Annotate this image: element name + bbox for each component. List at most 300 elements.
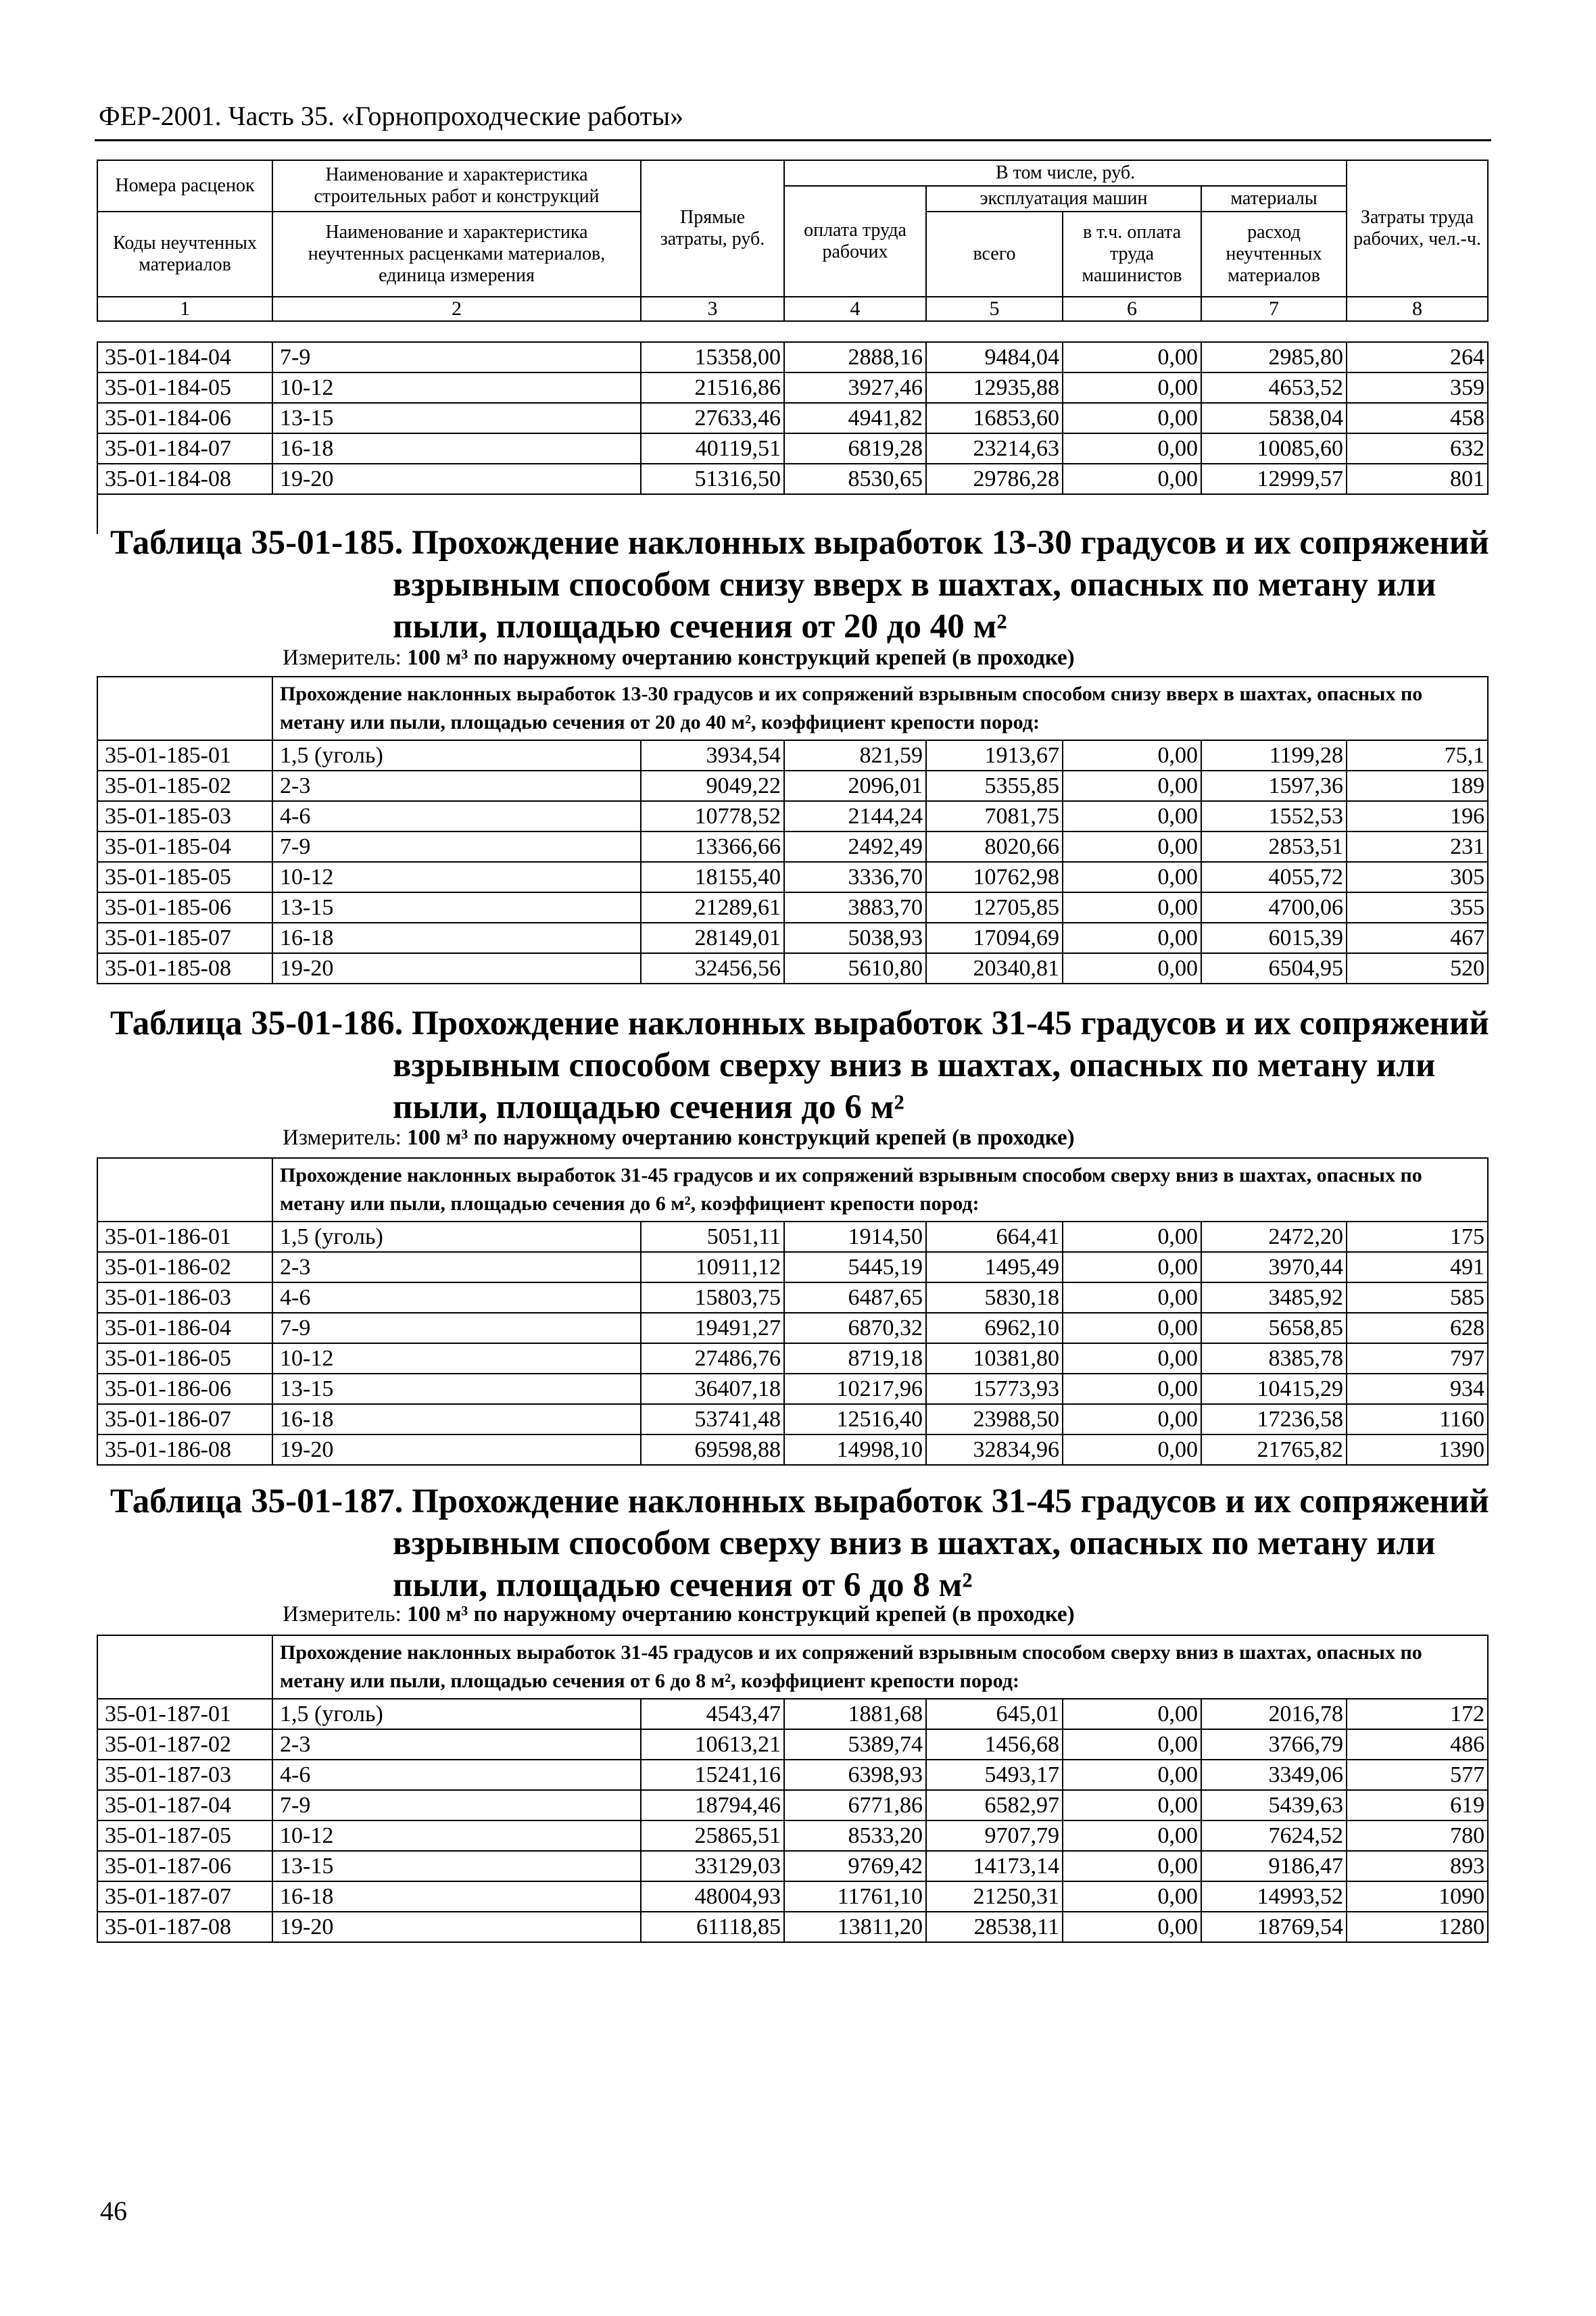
materials-cell: 3485,92 [1201, 1282, 1347, 1313]
worker-pay-cell: 3883,70 [784, 892, 926, 923]
machinist-pay-cell: 0,00 [1063, 1760, 1201, 1790]
column-number: 3 [641, 297, 784, 321]
table-title-187 [110, 1480, 1489, 1606]
table-35-01-184 [97, 341, 1489, 495]
labor-cell: 632 [1347, 433, 1488, 464]
machinist-pay-cell: 0,00 [1063, 1851, 1201, 1881]
table-row [97, 1760, 1488, 1790]
table-title-185 [110, 522, 1489, 648]
table-row [97, 1222, 1488, 1252]
direct-cost-cell: 10613,21 [641, 1729, 784, 1760]
col-labor-header: Затраты труда рабочих, чел.-ч. [1347, 160, 1488, 297]
labor-cell: 585 [1347, 1282, 1488, 1313]
machinist-pay-cell: 0,00 [1063, 923, 1201, 953]
table-row [97, 1729, 1488, 1760]
machines-total-cell: 1456,68 [926, 1729, 1063, 1760]
measure-unit-value: 100 м³ по наружному очертанию конструкций крепей (в проходке) [407, 1602, 1075, 1626]
materials-cell: 2016,78 [1201, 1699, 1347, 1729]
machines-total-cell: 10381,80 [926, 1343, 1063, 1374]
table-title-line: Таблица 35-01-186. Прохождение наклонных выработок 31-45 градусов и их сопряжений [110, 1005, 1489, 1042]
work-name-cell: 1,5 (уголь) [272, 1699, 641, 1729]
direct-cost-cell: 25865,51 [641, 1820, 784, 1851]
direct-cost-cell: 19491,27 [641, 1313, 784, 1343]
work-name-cell: 13-15 [272, 1374, 641, 1404]
description-blank-cell [97, 1635, 272, 1699]
labor-cell: 355 [1347, 892, 1488, 923]
materials-cell: 18769,54 [1201, 1912, 1347, 1942]
table-row [97, 1820, 1488, 1851]
table-row [97, 740, 1488, 771]
rate-code-cell: 35-01-185-03 [97, 801, 272, 831]
table-row [97, 1252, 1488, 1282]
table-row [97, 1343, 1488, 1374]
rate-code-cell: 35-01-187-08 [97, 1912, 272, 1942]
machinist-pay-cell: 0,00 [1063, 862, 1201, 892]
labor-cell: 628 [1347, 1313, 1488, 1343]
machines-total-cell: 20340,81 [926, 953, 1063, 984]
table-title-line: Таблица 35-01-187. Прохождение наклонных выработок 31-45 градусов и их сопряжений [110, 1482, 1489, 1520]
table-row [97, 923, 1488, 953]
col-machinist-pay-header: в т.ч. оплата труда машинистов [1063, 212, 1201, 297]
work-name-cell: 2-3 [272, 1252, 641, 1282]
materials-cell: 14993,52 [1201, 1881, 1347, 1912]
worker-pay-cell: 6819,28 [784, 433, 926, 464]
direct-cost-cell: 28149,01 [641, 923, 784, 953]
column-number: 7 [1201, 297, 1347, 321]
description-blank-cell [97, 1158, 272, 1222]
work-name-cell: 13-15 [272, 892, 641, 923]
machines-total-cell: 32834,96 [926, 1434, 1063, 1465]
labor-cell: 1090 [1347, 1881, 1488, 1912]
column-number: 6 [1063, 297, 1201, 321]
table-row [97, 953, 1488, 984]
worker-pay-cell: 10217,96 [784, 1374, 926, 1404]
rate-code-cell: 35-01-186-04 [97, 1313, 272, 1343]
rate-code-cell: 35-01-186-07 [97, 1404, 272, 1434]
direct-cost-cell: 4543,47 [641, 1699, 784, 1729]
work-name-cell: 19-20 [272, 464, 641, 494]
table-title-line: взрывным способом снизу вверх в шахтах, опасных по метану или [393, 566, 1436, 604]
direct-cost-cell: 15241,16 [641, 1760, 784, 1790]
direct-cost-cell: 40119,51 [641, 433, 784, 464]
direct-cost-cell: 21516,86 [641, 372, 784, 403]
machines-total-cell: 5493,17 [926, 1760, 1063, 1790]
frame-line [97, 487, 98, 534]
worker-pay-cell: 8530,65 [784, 464, 926, 494]
machinist-pay-cell: 0,00 [1063, 1252, 1201, 1282]
worker-pay-cell: 13811,20 [784, 1912, 926, 1942]
worker-pay-cell: 821,59 [784, 740, 926, 771]
machines-total-cell: 17094,69 [926, 923, 1063, 953]
direct-cost-cell: 18794,46 [641, 1790, 784, 1820]
rate-code-cell: 35-01-186-08 [97, 1434, 272, 1465]
table-row [97, 1404, 1488, 1434]
table-row [97, 831, 1488, 862]
worker-pay-cell: 2144,24 [784, 801, 926, 831]
worker-pay-cell: 6771,86 [784, 1790, 926, 1820]
table-row [97, 1313, 1488, 1343]
work-name-cell: 4-6 [272, 1760, 641, 1790]
machines-total-cell: 12935,88 [926, 372, 1063, 403]
table-row [97, 1912, 1488, 1942]
table-title-line: Таблица 35-01-185. Прохождение наклонных выработок 13-30 градусов и их сопряжений [110, 524, 1489, 562]
rate-code-cell: 35-01-185-08 [97, 953, 272, 984]
measure-unit-value: 100 м³ по наружному очертанию конструкций крепей (в проходке) [407, 646, 1075, 670]
work-name-cell: 7-9 [272, 1790, 641, 1820]
labor-cell: 1280 [1347, 1912, 1488, 1942]
worker-pay-cell: 5038,93 [784, 923, 926, 953]
column-number: 2 [272, 297, 641, 321]
direct-cost-cell: 32456,56 [641, 953, 784, 984]
worker-pay-cell: 6398,93 [784, 1760, 926, 1790]
work-name-cell: 1,5 (уголь) [272, 1222, 641, 1252]
rate-code-cell: 35-01-184-08 [97, 464, 272, 494]
rate-code-cell: 35-01-187-01 [97, 1699, 272, 1729]
machines-total-cell: 9707,79 [926, 1820, 1063, 1851]
machinist-pay-cell: 0,00 [1063, 1313, 1201, 1343]
table-title-line: взрывным способом сверху вниз в шахтах, опасных по метану или [393, 1524, 1436, 1562]
materials-cell: 9186,47 [1201, 1851, 1347, 1881]
materials-cell: 12999,57 [1201, 464, 1347, 494]
direct-cost-cell: 27486,76 [641, 1343, 784, 1374]
worker-pay-cell: 3927,46 [784, 372, 926, 403]
materials-cell: 5658,85 [1201, 1313, 1347, 1343]
worker-pay-cell: 6870,32 [784, 1313, 926, 1343]
work-name-cell: 13-15 [272, 403, 641, 433]
direct-cost-cell: 13366,66 [641, 831, 784, 862]
table-row [97, 1434, 1488, 1465]
labor-cell: 231 [1347, 831, 1488, 862]
worker-pay-cell: 2096,01 [784, 771, 926, 801]
machines-total-cell: 1495,49 [926, 1252, 1063, 1282]
machinist-pay-cell: 0,00 [1063, 953, 1201, 984]
column-number: 5 [926, 297, 1063, 321]
direct-cost-cell: 36407,18 [641, 1374, 784, 1404]
machinist-pay-cell: 0,00 [1063, 771, 1201, 801]
materials-cell: 1552,53 [1201, 801, 1347, 831]
work-name-cell: 16-18 [272, 923, 641, 953]
work-name-cell: 16-18 [272, 1404, 641, 1434]
rate-code-cell: 35-01-184-06 [97, 403, 272, 433]
worker-pay-cell: 1914,50 [784, 1222, 926, 1252]
table-35-01-186 [97, 1157, 1489, 1466]
table-row [97, 372, 1488, 403]
machines-total-cell: 21250,31 [926, 1881, 1063, 1912]
rate-code-cell: 35-01-187-06 [97, 1851, 272, 1881]
col-materials-header: расход неучтенных материалов [1201, 212, 1347, 297]
table-title-186 [110, 1003, 1489, 1128]
table-row [97, 801, 1488, 831]
work-name-cell: 2-3 [272, 771, 641, 801]
rate-code-cell: 35-01-186-06 [97, 1374, 272, 1404]
rate-code-cell: 35-01-184-05 [97, 372, 272, 403]
materials-cell: 21765,82 [1201, 1434, 1347, 1465]
table-row [97, 1851, 1488, 1881]
direct-cost-cell: 9049,22 [641, 771, 784, 801]
worker-pay-cell: 9769,42 [784, 1851, 926, 1881]
labor-cell: 619 [1347, 1790, 1488, 1820]
table-row [97, 771, 1488, 801]
labor-cell: 1160 [1347, 1404, 1488, 1434]
col-work-name-header: Наименование и характеристика строительных работ и конструкций [272, 160, 641, 212]
column-number: 8 [1347, 297, 1488, 321]
rate-code-cell: 35-01-184-07 [97, 433, 272, 464]
work-name-cell: 19-20 [272, 953, 641, 984]
labor-cell: 801 [1347, 464, 1488, 494]
direct-cost-cell: 69598,88 [641, 1434, 784, 1465]
work-name-cell: 1,5 (уголь) [272, 740, 641, 771]
table-description: Прохождение наклонных выработок 31-45 градусов и их сопряжений взрывным способом сверху вниз в шахтах, опасных по метану или пыли, площадью сечения до 6 м², коэффициент крепости пород: [272, 1158, 1488, 1222]
work-name-cell: 7-9 [272, 1313, 641, 1343]
work-name-cell: 13-15 [272, 1851, 641, 1881]
labor-cell: 577 [1347, 1760, 1488, 1790]
materials-cell: 17236,58 [1201, 1404, 1347, 1434]
measure-unit-185 [283, 646, 1075, 671]
table-title-line: пыли, площадью сечения от 20 до 40 м² [393, 608, 1007, 646]
machinist-pay-cell: 0,00 [1063, 1282, 1201, 1313]
machines-total-cell: 7081,75 [926, 801, 1063, 831]
rate-code-cell: 35-01-187-03 [97, 1760, 272, 1790]
materials-cell: 5838,04 [1201, 403, 1347, 433]
machinist-pay-cell: 0,00 [1063, 1881, 1201, 1912]
labor-cell: 264 [1347, 342, 1488, 372]
measure-unit-label: Измеритель: [283, 1602, 402, 1626]
materials-cell: 4700,06 [1201, 892, 1347, 923]
worker-pay-cell: 2492,49 [784, 831, 926, 862]
machinist-pay-cell: 0,00 [1063, 1729, 1201, 1760]
rate-code-cell: 35-01-186-01 [97, 1222, 272, 1252]
worker-pay-cell: 8719,18 [784, 1343, 926, 1374]
direct-cost-cell: 15358,00 [641, 342, 784, 372]
labor-cell: 196 [1347, 801, 1488, 831]
materials-cell: 3349,06 [1201, 1760, 1347, 1790]
measure-unit-label: Измеритель: [283, 646, 402, 670]
measure-unit-label: Измеритель: [283, 1126, 402, 1150]
direct-cost-cell: 51316,50 [641, 464, 784, 494]
machinist-pay-cell: 0,00 [1063, 403, 1201, 433]
materials-cell: 1597,36 [1201, 771, 1347, 801]
worker-pay-cell: 12516,40 [784, 1404, 926, 1434]
table-row [97, 1881, 1488, 1912]
page-number: 46 [100, 2196, 127, 2226]
work-name-cell: 19-20 [272, 1912, 641, 1942]
rate-code-cell: 35-01-185-07 [97, 923, 272, 953]
rate-code-cell: 35-01-185-05 [97, 862, 272, 892]
machinist-pay-cell: 0,00 [1063, 464, 1201, 494]
work-name-cell: 2-3 [272, 1729, 641, 1760]
machinist-pay-cell: 0,00 [1063, 1912, 1201, 1942]
table-row [97, 892, 1488, 923]
work-name-cell: 7-9 [272, 831, 641, 862]
materials-cell: 2853,51 [1201, 831, 1347, 862]
materials-cell: 4653,52 [1201, 372, 1347, 403]
work-name-cell: 16-18 [272, 433, 641, 464]
machines-total-cell: 15773,93 [926, 1374, 1063, 1404]
machinist-pay-cell: 0,00 [1063, 831, 1201, 862]
table-description: Прохождение наклонных выработок 31-45 градусов и их сопряжений взрывным способом сверху вниз в шахтах, опасных по метану или пыли, площадью сечения от 6 до 8 м², коэффициент крепости пород: [272, 1635, 1488, 1699]
machines-header: эксплуатация машин [926, 186, 1201, 212]
labor-cell: 458 [1347, 403, 1488, 433]
labor-cell: 75,1 [1347, 740, 1488, 771]
direct-cost-cell: 10778,52 [641, 801, 784, 831]
table-title-line: пыли, площадью сечения до 6 м² [393, 1088, 904, 1126]
direct-cost-cell: 15803,75 [641, 1282, 784, 1313]
labor-cell: 491 [1347, 1252, 1488, 1282]
table-row [97, 433, 1488, 464]
work-name-cell: 4-6 [272, 1282, 641, 1313]
materials-cell: 7624,52 [1201, 1820, 1347, 1851]
machinist-pay-cell: 0,00 [1063, 1434, 1201, 1465]
machinist-pay-cell: 0,00 [1063, 801, 1201, 831]
table-35-01-187 [97, 1635, 1489, 1943]
materials-cell: 4055,72 [1201, 862, 1347, 892]
machines-total-cell: 23988,50 [926, 1404, 1063, 1434]
direct-cost-cell: 48004,93 [641, 1881, 784, 1912]
materials-cell: 8385,78 [1201, 1343, 1347, 1374]
worker-pay-cell: 2888,16 [784, 342, 926, 372]
description-blank-cell [97, 677, 272, 740]
machines-total-cell: 23214,63 [926, 433, 1063, 464]
rate-code-cell: 35-01-187-05 [97, 1820, 272, 1851]
worker-pay-cell: 4941,82 [784, 403, 926, 433]
machines-total-cell: 5830,18 [926, 1282, 1063, 1313]
column-number: 1 [97, 297, 272, 321]
worker-pay-cell: 1881,68 [784, 1699, 926, 1729]
direct-cost-cell: 5051,11 [641, 1222, 784, 1252]
machines-total-cell: 6582,97 [926, 1790, 1063, 1820]
worker-pay-cell: 14998,10 [784, 1434, 926, 1465]
materials-cell: 10085,60 [1201, 433, 1347, 464]
table-title-line: взрывным способом сверху вниз в шахтах, опасных по метану или [393, 1046, 1436, 1084]
work-name-cell: 19-20 [272, 1434, 641, 1465]
work-name-cell: 10-12 [272, 1820, 641, 1851]
worker-pay-cell: 6487,65 [784, 1282, 926, 1313]
incl-header: В том числе, руб. [784, 160, 1347, 186]
machines-total-cell: 6962,10 [926, 1313, 1063, 1343]
direct-cost-cell: 33129,03 [641, 1851, 784, 1881]
materials-cell: 6504,95 [1201, 953, 1347, 984]
machines-total-cell: 664,41 [926, 1222, 1063, 1252]
col-material-names-header: Наименование и характеристика неучтенных расценками материалов, единица измерения [272, 212, 641, 297]
table-row [97, 342, 1488, 372]
table-35-01-185 [97, 676, 1489, 984]
table-row [97, 1790, 1488, 1820]
table-row [97, 1374, 1488, 1404]
table-row [97, 403, 1488, 433]
direct-cost-cell: 53741,48 [641, 1404, 784, 1434]
machinist-pay-cell: 0,00 [1063, 372, 1201, 403]
table-description: Прохождение наклонных выработок 13-30 градусов и их сопряжений взрывным способом снизу вверх в шахтах, опасных по метану или пыли, площадью сечения от 20 до 40 м², коэффициент крепости пород: [272, 677, 1488, 740]
materials-cell: 2985,80 [1201, 342, 1347, 372]
rate-code-cell: 35-01-187-04 [97, 1790, 272, 1820]
labor-cell: 486 [1347, 1729, 1488, 1760]
labor-cell: 520 [1347, 953, 1488, 984]
worker-pay-cell: 8533,20 [784, 1820, 926, 1851]
rate-code-cell: 35-01-186-03 [97, 1282, 272, 1313]
worker-pay-cell: 11761,10 [784, 1881, 926, 1912]
labor-cell: 893 [1347, 1851, 1488, 1881]
direct-cost-cell: 27633,46 [641, 403, 784, 433]
rate-code-cell: 35-01-184-04 [97, 342, 272, 372]
header-rule [95, 139, 1491, 141]
labor-cell: 934 [1347, 1374, 1488, 1404]
worker-pay-cell: 3336,70 [784, 862, 926, 892]
measure-unit-value: 100 м³ по наружному очертанию конструкций крепей (в проходке) [407, 1126, 1075, 1150]
direct-cost-cell: 61118,85 [641, 1912, 784, 1942]
table-row [97, 1282, 1488, 1313]
direct-cost-cell: 21289,61 [641, 892, 784, 923]
machinist-pay-cell: 0,00 [1063, 1820, 1201, 1851]
col-rate-number-header: Номера расценок [97, 160, 272, 212]
col-material-codes-header: Коды неучтенных материалов [97, 212, 272, 297]
direct-cost-cell: 3934,54 [641, 740, 784, 771]
rate-code-cell: 35-01-187-02 [97, 1729, 272, 1760]
work-name-cell: 10-12 [272, 862, 641, 892]
work-name-cell: 10-12 [272, 1343, 641, 1374]
machines-total-cell: 5355,85 [926, 771, 1063, 801]
rate-code-cell: 35-01-185-02 [97, 771, 272, 801]
materials-cell: 2472,20 [1201, 1222, 1347, 1252]
machinist-pay-cell: 0,00 [1063, 1699, 1201, 1729]
machines-total-cell: 16853,60 [926, 403, 1063, 433]
machines-total-cell: 28538,11 [926, 1912, 1063, 1942]
machinist-pay-cell: 0,00 [1063, 1790, 1201, 1820]
table-row [97, 862, 1488, 892]
measure-unit-187 [283, 1602, 1075, 1627]
rate-code-cell: 35-01-186-05 [97, 1343, 272, 1374]
materials-cell: 6015,39 [1201, 923, 1347, 953]
labor-cell: 305 [1347, 862, 1488, 892]
worker-pay-cell: 5610,80 [784, 953, 926, 984]
machines-total-cell: 14173,14 [926, 1851, 1063, 1881]
machinist-pay-cell: 0,00 [1063, 740, 1201, 771]
table-row [97, 464, 1488, 494]
machines-total-cell: 8020,66 [926, 831, 1063, 862]
materials-cell: 5439,63 [1201, 1790, 1347, 1820]
rate-code-cell: 35-01-186-02 [97, 1252, 272, 1282]
direct-cost-cell: 10911,12 [641, 1252, 784, 1282]
machinist-pay-cell: 0,00 [1063, 1374, 1201, 1404]
col-direct-cost-header: Прямые затраты, руб. [641, 160, 784, 297]
materials-header: материалы [1201, 186, 1347, 212]
work-name-cell: 10-12 [272, 372, 641, 403]
materials-cell: 3766,79 [1201, 1729, 1347, 1760]
materials-cell: 10415,29 [1201, 1374, 1347, 1404]
machinist-pay-cell: 0,00 [1063, 1222, 1201, 1252]
work-name-cell: 4-6 [272, 801, 641, 831]
labor-cell: 189 [1347, 771, 1488, 801]
machinist-pay-cell: 0,00 [1063, 1404, 1201, 1434]
labor-cell: 780 [1347, 1820, 1488, 1851]
materials-cell: 3970,44 [1201, 1252, 1347, 1282]
direct-cost-cell: 18155,40 [641, 862, 784, 892]
machines-total-cell: 10762,98 [926, 862, 1063, 892]
labor-cell: 175 [1347, 1222, 1488, 1252]
table-title-line: пыли, площадью сечения от 6 до 8 м² [393, 1566, 973, 1604]
rate-code-cell: 35-01-187-07 [97, 1881, 272, 1912]
labor-cell: 467 [1347, 923, 1488, 953]
worker-pay-cell: 5389,74 [784, 1729, 926, 1760]
machines-total-cell: 1913,67 [926, 740, 1063, 771]
machines-total-cell: 12705,85 [926, 892, 1063, 923]
labor-cell: 797 [1347, 1343, 1488, 1374]
rate-code-cell: 35-01-185-01 [97, 740, 272, 771]
machinist-pay-cell: 0,00 [1063, 1343, 1201, 1374]
table-row [97, 1699, 1488, 1729]
machinist-pay-cell: 0,00 [1063, 892, 1201, 923]
machines-total-cell: 645,01 [926, 1699, 1063, 1729]
labor-cell: 172 [1347, 1699, 1488, 1729]
